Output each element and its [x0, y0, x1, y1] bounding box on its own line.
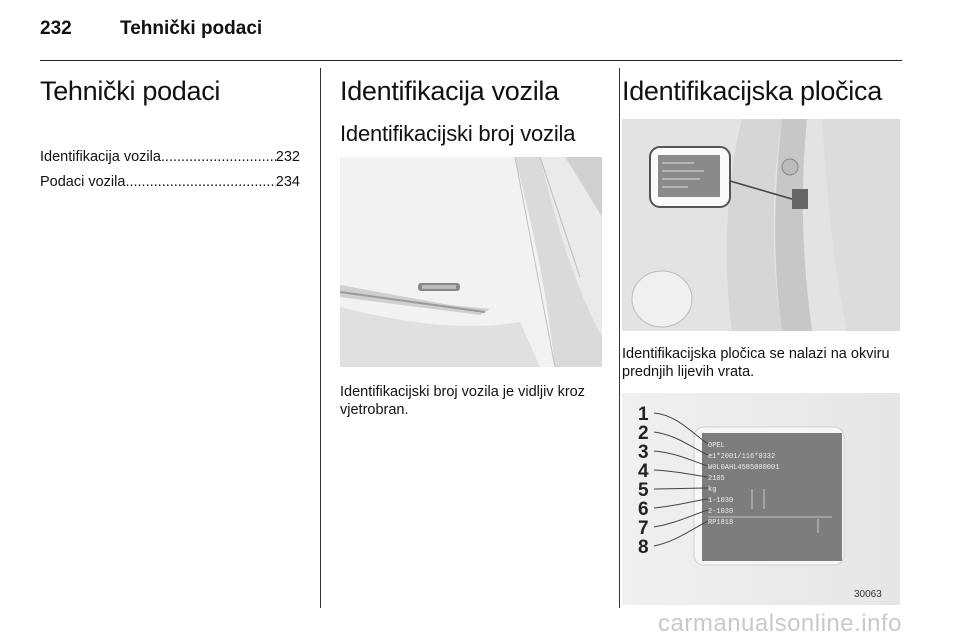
header-rule: [40, 60, 902, 61]
callout-number: 4: [638, 461, 649, 482]
windshield-vin-illustration: [340, 157, 602, 367]
plate-location-caption: Identifikacijska pločica se nalazi na okviru prednjih lijevih vrata.: [622, 346, 890, 380]
subsection-title: Identifikacijski broj vozila: [340, 121, 576, 146]
figure-number: 30063: [854, 589, 882, 600]
watermark: carmanualsonline.info: [658, 610, 902, 637]
toc-leader-dots: [125, 170, 275, 195]
plate-line: 1-1030: [708, 497, 734, 505]
toc-entry-label: Identifikacija vozila: [40, 149, 161, 165]
page-number: 232: [40, 18, 72, 39]
column-toc: [40, 70, 300, 195]
toc-leader-dots: [161, 145, 276, 170]
header-title: Tehnički podaci: [120, 18, 263, 39]
callout-number: 7: [638, 518, 649, 539]
chapter-title: Tehnički podaci: [40, 76, 221, 106]
callout-number: 3: [638, 442, 649, 463]
plate-line: RP1818: [708, 519, 734, 527]
toc-entry[interactable]: [40, 170, 300, 195]
plate-line: 2-1030: [708, 508, 734, 516]
toc-entry-page: 234: [275, 174, 300, 190]
column-divider: [320, 68, 321, 608]
plate-line: kg: [708, 486, 717, 494]
plate-line: e1*2001/116*0332: [708, 453, 776, 461]
callout-number: 6: [638, 499, 649, 520]
toc-entry[interactable]: [40, 145, 300, 170]
callout-number: 1: [638, 404, 649, 425]
table-of-contents: [40, 145, 300, 195]
section-title: Identifikacija vozila: [340, 76, 559, 106]
toc-entry-label: Podaci vozila: [40, 174, 126, 190]
column-vin: [340, 70, 602, 419]
identification-plate-diagram: [622, 393, 900, 605]
plate-line: OPEL: [708, 442, 725, 450]
page-header: [40, 14, 262, 44]
column-plate: [622, 70, 902, 605]
callout-number: 5: [638, 480, 649, 501]
plate-line: 2105: [708, 475, 725, 483]
plate-line: W0L0AHL4585000001: [708, 464, 780, 472]
callout-number: 8: [638, 537, 649, 558]
callout-number: 2: [638, 423, 649, 444]
section-title: Identifikacijska pločica: [622, 76, 882, 106]
column-divider: [619, 68, 620, 608]
vin-caption: Identifikacijski broj vozila je vidljiv kroz vjetrobran.: [340, 384, 585, 418]
door-frame-plate-illustration: [622, 119, 900, 331]
toc-entry-page: 232: [275, 149, 300, 165]
